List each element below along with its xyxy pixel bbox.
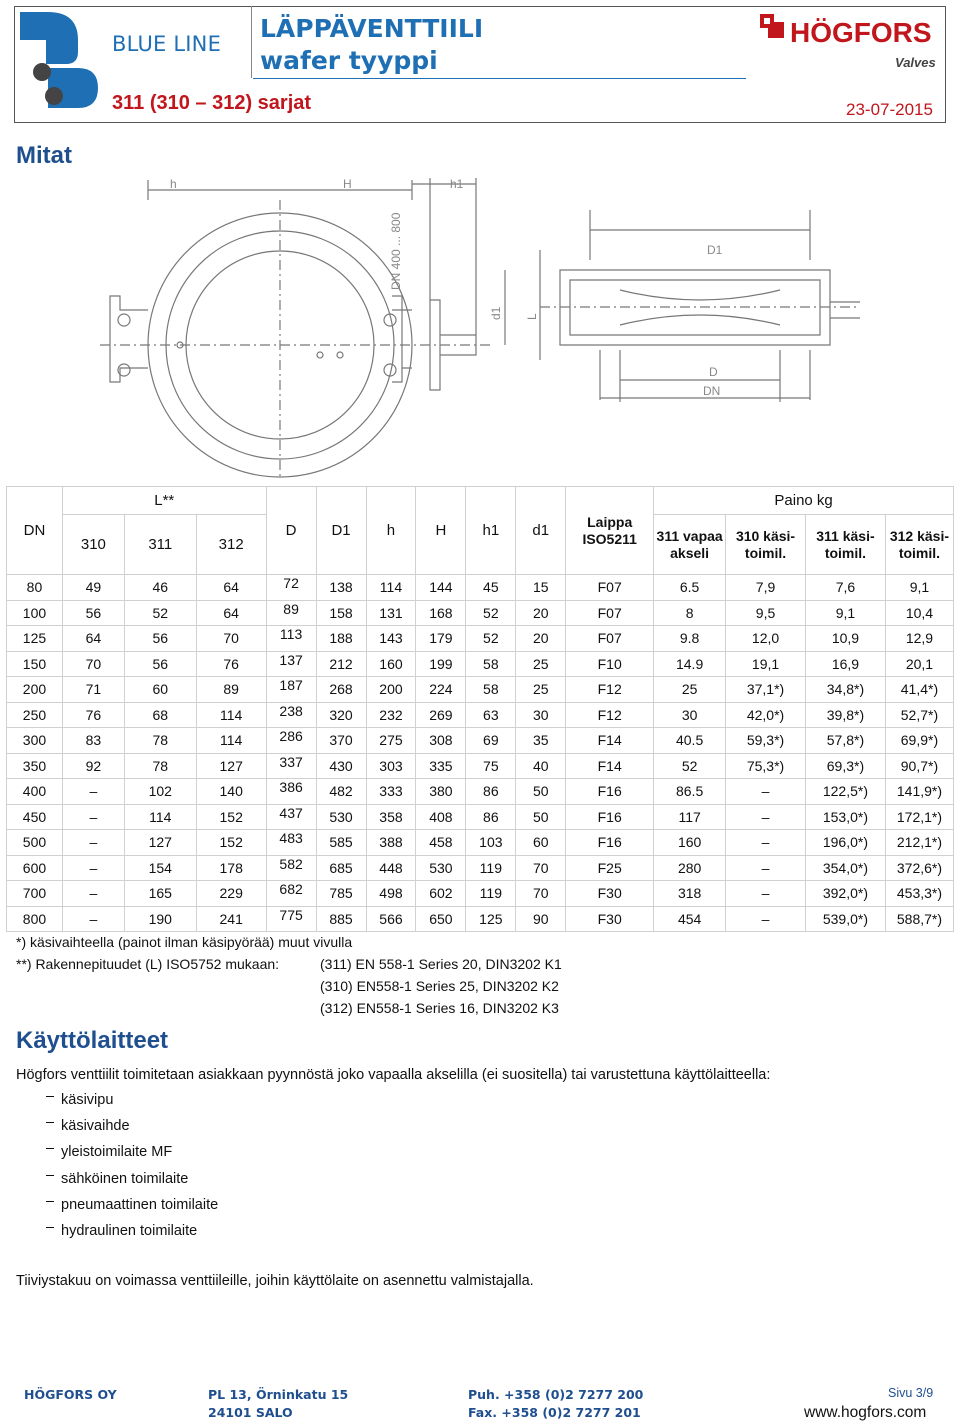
cell-h1: 69 [466,728,516,754]
cell-l312: 114 [196,702,266,728]
cell-w311: 7,6 [805,575,885,601]
cell-d1: 40 [516,753,566,779]
cell-d1: 15 [516,575,566,601]
cell-w311: 16,9 [805,651,885,677]
cell-w312: 372,6*) [885,855,953,881]
cell-D: 286 [266,728,316,754]
cell-D: 682 [266,881,316,907]
cell-w311: 153,0*) [805,804,885,830]
cell-w311free: 160 [654,830,726,856]
cell-l310: 64 [62,626,124,652]
cell-h1: 75 [466,753,516,779]
cell-flange: F14 [566,753,654,779]
cell-dn: 800 [7,906,63,932]
table-row [7,575,954,601]
cell-h1: 52 [466,600,516,626]
actuator-list [46,1090,218,1247]
label-DN: DN [703,384,721,398]
cell-h: 358 [366,804,416,830]
cell-flange: F30 [566,906,654,932]
cell-D1: 685 [316,855,366,881]
cell-w311: 10,9 [805,626,885,652]
actuators-intro: Högfors venttiilit toimitetaan asiakkaan pyynnöstä joko vapaalla akselilla (ei suositella) tai varustettuna käyttölaitteella: [16,1067,771,1083]
label-D1: D1 [707,243,723,257]
cell-l312: 89 [196,677,266,703]
list-item: käsivipu [46,1090,218,1116]
cell-H: 199 [416,651,466,677]
cell-D: 775 [266,906,316,932]
table-row [7,906,954,932]
cell-dn: 700 [7,881,63,907]
cell-w311free: 117 [654,804,726,830]
cell-D: 238 [266,702,316,728]
cell-w312: 12,9 [885,626,953,652]
hogfors-logo [760,12,940,46]
table-row [7,677,954,703]
cell-d1: 70 [516,881,566,907]
cell-l311: 78 [124,753,196,779]
cell-l310: – [62,830,124,856]
cell-l311: 68 [124,702,196,728]
cell-h1: 86 [466,779,516,805]
cell-flange: F16 [566,779,654,805]
cell-w312: 212,1*) [885,830,953,856]
blue-line-logo-icon [18,12,100,110]
cell-dn: 250 [7,702,63,728]
cell-w311free: 8 [654,600,726,626]
cell-H: 458 [416,830,466,856]
label-L: L [525,313,539,320]
footer-website-link[interactable]: www.hogfors.com [804,1404,927,1421]
cell-h: 131 [366,600,416,626]
cell-H: 144 [416,575,466,601]
col-w310: 310 käsi-toimil. [726,515,806,575]
cell-l310: – [62,855,124,881]
note-series-312: (312) EN558-1 Series 16, DIN3202 K3 [320,1000,559,1016]
cell-w311free: 14.9 [654,651,726,677]
cell-w310: – [726,906,806,932]
cell-flange: F14 [566,728,654,754]
cell-D1: 320 [316,702,366,728]
doc-subtitle: 311 (310 – 312) sarjat [112,92,312,114]
cell-D: 113 [266,626,316,652]
cell-w310: 7,9 [726,575,806,601]
cell-l310: – [62,881,124,907]
cell-w312: 90,7*) [885,753,953,779]
cell-D1: 530 [316,804,366,830]
cell-h: 114 [366,575,416,601]
cell-D: 437 [266,804,316,830]
cell-w310: 59,3*) [726,728,806,754]
cell-flange: F16 [566,804,654,830]
cell-w311: 392,0*) [805,881,885,907]
doc-title-line1: LÄPPÄVENTTIILI [260,14,484,43]
cell-l311: 46 [124,575,196,601]
cell-l311: 102 [124,779,196,805]
cell-dn: 80 [7,575,63,601]
cell-d1: 30 [516,702,566,728]
cell-w310: 37,1*) [726,677,806,703]
cell-l310: 49 [62,575,124,601]
col-l310: 310 [62,515,124,575]
cell-w311: 39,8*) [805,702,885,728]
cell-h1: 86 [466,804,516,830]
col-l311: 311 [124,515,196,575]
cell-H: 650 [416,906,466,932]
cell-l312: 127 [196,753,266,779]
cell-D1: 885 [316,906,366,932]
cell-h: 275 [366,728,416,754]
cell-l312: 140 [196,779,266,805]
cell-h1: 103 [466,830,516,856]
cell-l312: 70 [196,626,266,652]
cell-w311free: 52 [654,753,726,779]
cell-D: 72 [266,575,316,601]
cell-w311: 354,0*) [805,855,885,881]
valve-drawing [100,170,860,480]
cell-h: 498 [366,881,416,907]
cell-w311free: 30 [654,702,726,728]
cell-H: 380 [416,779,466,805]
cell-flange: F30 [566,881,654,907]
cell-h: 232 [366,702,416,728]
cell-w310: 9,5 [726,600,806,626]
cell-dn: 100 [7,600,63,626]
cell-l310: 76 [62,702,124,728]
cell-flange: F12 [566,702,654,728]
cell-w311: 34,8*) [805,677,885,703]
doc-date: 23-07-2015 [846,100,933,119]
cell-dn: 300 [7,728,63,754]
cell-flange: F16 [566,830,654,856]
footer-address-line1: PL 13, Örninkatu 15 [208,1387,349,1402]
cell-l310: – [62,906,124,932]
note-series-310: (310) EN558-1 Series 25, DIN3202 K2 [320,978,559,994]
note-face-to-face: **) Rakennepituudet (L) ISO5752 mukaan: [16,956,280,972]
cell-h1: 45 [466,575,516,601]
col-d1: d1 [516,487,566,575]
cell-h: 448 [366,855,416,881]
cell-h: 143 [366,626,416,652]
cell-flange: F12 [566,677,654,703]
cell-D1: 482 [316,779,366,805]
table-row [7,753,954,779]
col-l312: 312 [196,515,266,575]
col-w311: 311 käsi-toimil. [805,515,885,575]
cell-d1: 25 [516,651,566,677]
table-row [7,881,954,907]
cell-D: 483 [266,830,316,856]
cell-flange: F25 [566,855,654,881]
cell-flange: F07 [566,575,654,601]
list-item: yleistoimilaite MF [46,1142,218,1168]
cell-dn: 125 [7,626,63,652]
cell-w310: 12,0 [726,626,806,652]
cell-w312: 69,9*) [885,728,953,754]
cell-d1: 20 [516,600,566,626]
cell-w312: 20,1 [885,651,953,677]
note-manual-gear: *) käsivaihteella (painot ilman käsipyörää) muut vivulla [16,934,353,950]
col-weight: Paino kg [654,487,954,515]
series-name: BLUE LINE [112,32,222,56]
cell-H: 269 [416,702,466,728]
cell-l312: 64 [196,575,266,601]
section-title-dimensions: Mitat [16,142,72,169]
cell-w311free: 25 [654,677,726,703]
col-H: H [416,487,466,575]
cell-D1: 268 [316,677,366,703]
cell-l312: 76 [196,651,266,677]
header-rule [253,78,746,79]
cell-d1: 70 [516,855,566,881]
list-item: hydraulinen toimilaite [46,1221,218,1247]
table-row [7,804,954,830]
cell-H: 602 [416,881,466,907]
cell-D: 386 [266,779,316,805]
cell-l312: 152 [196,804,266,830]
cell-w311free: 6.5 [654,575,726,601]
cell-l312: 178 [196,855,266,881]
cell-l311: 52 [124,600,196,626]
table-row [7,779,954,805]
cell-D1: 158 [316,600,366,626]
cell-H: 335 [416,753,466,779]
cell-D: 582 [266,855,316,881]
cell-w311: 69,3*) [805,753,885,779]
cell-h1: 125 [466,906,516,932]
cell-w310: 42,0*) [726,702,806,728]
cell-w311free: 40.5 [654,728,726,754]
cell-w311: 57,8*) [805,728,885,754]
cell-w312: 52,7*) [885,702,953,728]
cell-dn: 600 [7,855,63,881]
cell-l310: 56 [62,600,124,626]
cell-w310: – [726,804,806,830]
cell-dn: 200 [7,677,63,703]
list-item: pneumaattinen toimilaite [46,1195,218,1221]
cell-w311free: 318 [654,881,726,907]
cell-l311: 165 [124,881,196,907]
cell-l311: 60 [124,677,196,703]
cell-dn: 500 [7,830,63,856]
label-h: h [170,177,177,191]
cell-h1: 58 [466,677,516,703]
cell-D1: 138 [316,575,366,601]
label-h1: h1 [450,177,464,191]
cell-dn: 450 [7,804,63,830]
cell-l312: 64 [196,600,266,626]
cell-w310: – [726,779,806,805]
cell-w312: 9,1 [885,575,953,601]
cell-D: 89 [266,600,316,626]
table-row [7,702,954,728]
section-title-actuators: Käyttölaitteet [16,1027,169,1054]
cell-h1: 58 [466,651,516,677]
col-w311free: 311 vapaa akseli [654,515,726,575]
cell-w311free: 86.5 [654,779,726,805]
cell-D1: 585 [316,830,366,856]
label-D: D [709,365,718,379]
cell-h: 566 [366,906,416,932]
col-h: h [366,487,416,575]
cell-l312: 229 [196,881,266,907]
cell-w312: 588,7*) [885,906,953,932]
cell-H: 308 [416,728,466,754]
cell-l310: 83 [62,728,124,754]
cell-d1: 50 [516,779,566,805]
cell-h1: 63 [466,702,516,728]
cell-l311: 114 [124,804,196,830]
cell-D1: 188 [316,626,366,652]
footer-company: HÖGFORS OY [24,1387,117,1402]
cell-w310: – [726,830,806,856]
cell-h1: 119 [466,881,516,907]
cell-l312: 241 [196,906,266,932]
doc-title-line2: wafer tyyppi [260,46,438,75]
table-row [7,728,954,754]
cell-w310: 19,1 [726,651,806,677]
cell-d1: 60 [516,830,566,856]
cell-h: 160 [366,651,416,677]
table-row [7,600,954,626]
table-header-row [7,487,954,515]
cell-h: 388 [366,830,416,856]
cell-l311: 78 [124,728,196,754]
header-divider [251,6,252,78]
cell-l311: 56 [124,651,196,677]
cell-dn: 400 [7,779,63,805]
dimensions-table-body [7,575,954,932]
footer-phone: Puh. +358 (0)2 7277 200 [468,1387,644,1402]
cell-l311: 190 [124,906,196,932]
label-d1: d1 [489,306,503,320]
table-row [7,626,954,652]
cell-w310: – [726,881,806,907]
cell-d1: 20 [516,626,566,652]
footer-page-number: Sivu 3/9 [888,1386,934,1400]
cell-l310: – [62,779,124,805]
list-item: käsivaihde [46,1116,218,1142]
cell-l311: 154 [124,855,196,881]
cell-w312: 172,1*) [885,804,953,830]
table-row [7,855,954,881]
cell-D: 337 [266,753,316,779]
col-w312: 312 käsi-toimil. [885,515,953,575]
table-row [7,651,954,677]
cell-d1: 90 [516,906,566,932]
cell-l310: – [62,804,124,830]
cell-H: 408 [416,804,466,830]
cell-w311: 196,0*) [805,830,885,856]
cell-D: 137 [266,651,316,677]
list-item: sähköinen toimilaite [46,1169,218,1195]
cell-w310: 75,3*) [726,753,806,779]
cell-H: 168 [416,600,466,626]
cell-h1: 52 [466,626,516,652]
col-D: D [266,487,316,575]
hogfors-mark-icon [760,14,784,38]
cell-h: 333 [366,779,416,805]
cell-l311: 56 [124,626,196,652]
cell-l312: 114 [196,728,266,754]
cell-D: 187 [266,677,316,703]
cell-D1: 785 [316,881,366,907]
cell-w311free: 280 [654,855,726,881]
cell-l310: 71 [62,677,124,703]
cell-l310: 92 [62,753,124,779]
cell-d1: 35 [516,728,566,754]
cell-H: 179 [416,626,466,652]
cell-w312: 453,3*) [885,881,953,907]
cell-h: 303 [366,753,416,779]
cell-w312: 10,4 [885,600,953,626]
cell-h: 200 [366,677,416,703]
cell-w311free: 454 [654,906,726,932]
brand-tagline: Valves [895,55,936,70]
footer-fax: Fax. +358 (0)2 7277 201 [468,1405,641,1420]
col-dn: DN [7,487,63,575]
cell-w311free: 9.8 [654,626,726,652]
col-L: L** [62,487,266,515]
brand-name: HÖGFORS [790,17,932,46]
cell-w311: 539,0*) [805,906,885,932]
note-series-311: (311) EN 558-1 Series 20, DIN3202 K1 [320,956,562,972]
label-dn-range: DN 400 ... 800 [389,212,403,290]
cell-dn: 150 [7,651,63,677]
col-D1: D1 [316,487,366,575]
cell-w312: 41,4*) [885,677,953,703]
cell-h1: 119 [466,855,516,881]
dimensions-table [6,486,954,932]
cell-flange: F07 [566,626,654,652]
cell-flange: F07 [566,600,654,626]
cell-D1: 430 [316,753,366,779]
cell-flange: F10 [566,651,654,677]
label-H: H [343,177,352,191]
col-flange: Laippa ISO5211 [566,487,654,575]
cell-w311: 122,5*) [805,779,885,805]
cell-d1: 25 [516,677,566,703]
cell-l310: 70 [62,651,124,677]
cell-dn: 350 [7,753,63,779]
cell-w311: 9,1 [805,600,885,626]
cell-l312: 152 [196,830,266,856]
cell-D1: 212 [316,651,366,677]
warranty-text: Tiiviystakuu on voimassa venttiileille, joihin käyttölaite on asennettu valmistajalla. [16,1273,534,1289]
cell-w310: – [726,855,806,881]
cell-D1: 370 [316,728,366,754]
footer-address-line2: 24101 SALO [208,1405,293,1420]
cell-H: 224 [416,677,466,703]
col-h1: h1 [466,487,516,575]
cell-H: 530 [416,855,466,881]
cell-l311: 127 [124,830,196,856]
cell-d1: 50 [516,804,566,830]
cell-w312: 141,9*) [885,779,953,805]
table-row [7,830,954,856]
